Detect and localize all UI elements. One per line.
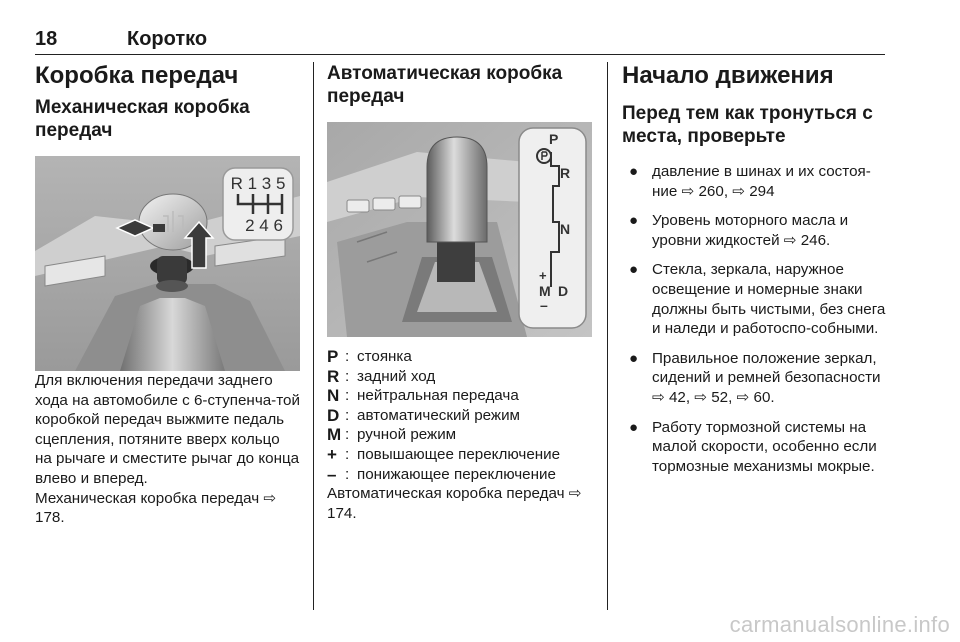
manual-gearbox-reference: Механическая коробка передач ⇨ 178. bbox=[35, 489, 277, 527]
running-title: Коротко bbox=[127, 28, 208, 50]
subsection-title-checklist: Перед тем как тронуться с места, проверьте bbox=[622, 103, 873, 147]
header-rule bbox=[35, 54, 885, 55]
bullet-icon: ● bbox=[629, 418, 639, 436]
selector-label-r: R bbox=[560, 165, 571, 181]
pre-drive-checklist bbox=[622, 162, 890, 476]
list-item: ● Правильное положение зеркал, сидений и ремней безопасности ⇨ 42, ⇨ 52, ⇨ 60. bbox=[629, 349, 881, 406]
list-item: ● Уровень моторного масла и уровни жидкостей ⇨ 246. bbox=[629, 212, 849, 249]
bullet-icon: ● bbox=[629, 261, 639, 279]
legend-row-minus: – : понижающее переключение bbox=[327, 464, 556, 484]
automatic-gearbox-reference: Автоматическая коробка передач ⇨ 174. bbox=[327, 485, 582, 522]
column-starting-off bbox=[622, 62, 890, 486]
selector-label-d: D bbox=[558, 283, 569, 299]
column-automatic-gearbox bbox=[327, 62, 592, 523]
gate-label-top: R 1 3 5 bbox=[230, 174, 286, 193]
legend-row-r: R : задний ход bbox=[327, 366, 436, 386]
selector-label-plus: + bbox=[539, 268, 547, 283]
selector-label-m: M bbox=[539, 283, 551, 299]
column-divider-right bbox=[607, 62, 608, 610]
legend-row-p: P : стоянка bbox=[327, 347, 412, 366]
automatic-selector-figure bbox=[327, 122, 592, 337]
selector-label-p: P bbox=[549, 131, 559, 147]
bullet-icon: ● bbox=[629, 212, 639, 230]
legend-row-d: D : автоматический режим bbox=[327, 405, 520, 425]
bullet-icon: ● bbox=[629, 349, 639, 367]
selector-legend bbox=[327, 347, 592, 484]
legend-row-n: N : нейтральная передача bbox=[327, 386, 519, 406]
subsection-title-automatic: Автоматическая коробка передач bbox=[327, 63, 563, 107]
column-divider-left bbox=[313, 62, 314, 610]
selector-label-n: N bbox=[560, 221, 571, 237]
watermark: carmanualsonline.info bbox=[729, 612, 950, 637]
subsection-title-manual: Механическая коробка передач bbox=[35, 97, 250, 141]
list-item: ● Стекла, зеркала, наружное освещение и номерные знаки должны быть чистыми, без снега и наледи и работоспо-собными. bbox=[629, 261, 886, 338]
section-title-starting: Начало движения bbox=[622, 62, 834, 89]
gate-label-bottom: 2 4 6 bbox=[245, 216, 283, 235]
section-title-gearbox: Коробка передач bbox=[35, 62, 239, 89]
page-number: 18 bbox=[35, 28, 58, 50]
reverse-gear-instructions: Для включения передачи заднего хода на автомобиле с 6-ступенча-той коробкой передач выжмите педаль сцепления, потяните вверх кольцо на рычаге и сместите рычаг до конца влево и вперед. bbox=[35, 372, 300, 487]
list-item: ● давление в шинах и их состоя-ние ⇨ 260, ⇨ 294 bbox=[629, 163, 871, 200]
column-manual-gearbox bbox=[35, 62, 300, 528]
legend-row-plus: + : повышающее переключение bbox=[327, 444, 561, 464]
manual-gearshift-figure bbox=[35, 156, 300, 371]
page-header bbox=[35, 28, 885, 54]
bullet-icon: ● bbox=[629, 163, 639, 180]
selector-label-minus: – bbox=[540, 297, 548, 313]
list-item: ● Работу тормозной системы на малой скорости, особенно если тормозные механизмы мокрые. bbox=[629, 418, 877, 475]
legend-row-m: M : ручной режим bbox=[327, 425, 457, 445]
